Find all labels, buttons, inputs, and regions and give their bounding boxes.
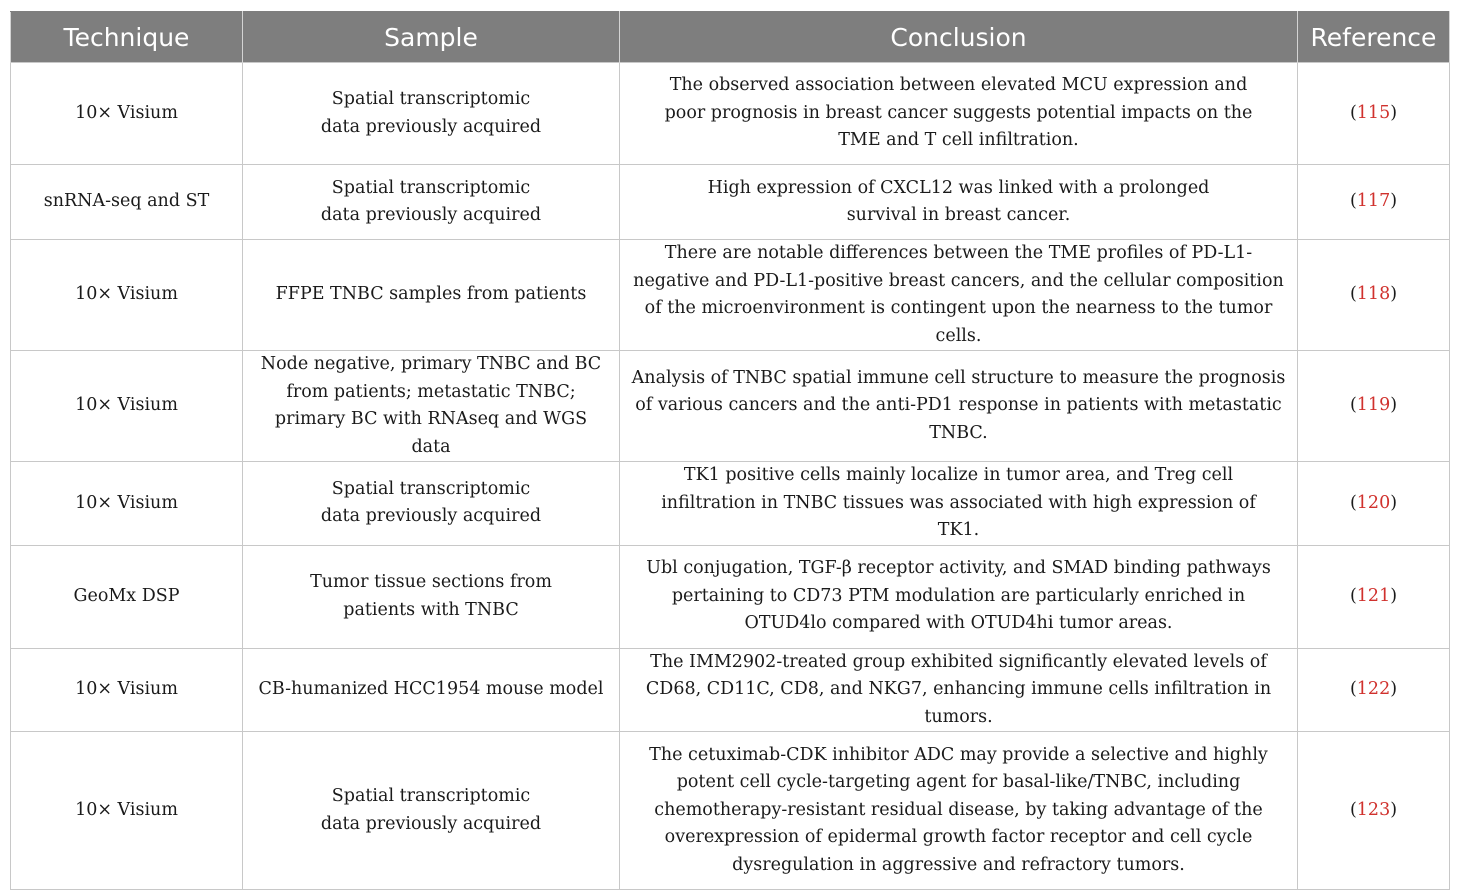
- cell-conclusion: The IMM2902-treated group exhibited significantly elevated levels of CD68, CD11C, CD8, and NKG7, enhancing immune cells infiltration in tumors.: [620, 648, 1298, 732]
- cell-sample: Spatial transcriptomic data previously acquired: [243, 165, 620, 240]
- reference-link[interactable]: 118: [1356, 284, 1391, 305]
- cell-reference: (122): [1298, 648, 1450, 732]
- reference-link[interactable]: 123: [1356, 799, 1391, 820]
- cell-technique: 10× Visium: [11, 732, 243, 890]
- header-sample: Sample: [243, 12, 620, 63]
- table-row: [11, 165, 1450, 240]
- cell-reference: (121): [1298, 545, 1450, 648]
- cell-sample: Tumor tissue sections from patients with TNBC: [243, 545, 620, 648]
- table-row: [11, 351, 1450, 462]
- cell-technique: 10× Visium: [11, 351, 243, 462]
- cell-reference: (123): [1298, 732, 1450, 890]
- reference-link[interactable]: 122: [1356, 679, 1391, 699]
- cell-technique: 10× Visium: [11, 240, 243, 351]
- cell-technique: GeoMx DSP: [11, 545, 243, 648]
- reference-link[interactable]: 120: [1356, 492, 1391, 513]
- reference-link[interactable]: 121: [1356, 585, 1391, 606]
- header-row: [11, 12, 1450, 63]
- cell-sample: Node negative, primary TNBC and BC from patients; metastatic TNBC; primary BC with RNAseq and WGS data: [243, 351, 620, 462]
- cell-sample: Spatial transcriptomic data previously acquired: [243, 732, 620, 890]
- table-row: [11, 462, 1450, 546]
- cell-reference: (115): [1298, 63, 1450, 165]
- cell-technique: 10× Visium: [11, 648, 243, 732]
- cell-technique: 10× Visium: [11, 63, 243, 165]
- table-container: [10, 11, 1449, 890]
- cell-reference: (117): [1298, 165, 1450, 240]
- reference-link[interactable]: 117: [1356, 191, 1391, 212]
- cell-conclusion: Ubl conjugation, TGF-β receptor activity, and SMAD binding pathways pertaining to CD73 PTM modulation are particularly enriched in OTUD4lo compared with OTUD4hi tumor areas.: [620, 545, 1298, 648]
- table-body: [11, 63, 1450, 890]
- results-table: [10, 11, 1450, 890]
- cell-reference: (120): [1298, 462, 1450, 546]
- table-row: [11, 648, 1450, 732]
- cell-technique: snRNA-seq and ST: [11, 165, 243, 240]
- cell-reference: (118): [1298, 240, 1450, 351]
- cell-conclusion: The cetuximab-CDK inhibitor ADC may provide a selective and highly potent cell cycle-targeting agent for basal-like/TNBC, including chemotherapy-resistant residual disease, by taking advantage of the overexpression of epidermal growth factor receptor and cell cycle dysregulation in aggressive and refractory tumors.: [620, 732, 1298, 890]
- cell-technique: 10× Visium: [11, 462, 243, 546]
- cell-conclusion: High expression of CXCL12 was linked with a prolonged survival in breast cancer.: [620, 165, 1298, 240]
- table-row: [11, 240, 1450, 351]
- cell-sample: Spatial transcriptomic data previously acquired: [243, 63, 620, 165]
- table-row: [11, 63, 1450, 165]
- cell-conclusion: The observed association between elevated MCU expression and poor prognosis in breast cancer suggests potential impacts on the TME and T cell infiltration.: [620, 63, 1298, 165]
- cell-conclusion: Analysis of TNBC spatial immune cell structure to measure the prognosis of various cancers and the anti-PD1 response in patients with metastatic TNBC.: [620, 351, 1298, 462]
- cell-conclusion: TK1 positive cells mainly localize in tumor area, and Treg cell infiltration in TNBC tissues was associated with high expression of TK1.: [620, 462, 1298, 546]
- header-reference: Reference: [1298, 12, 1450, 63]
- cell-sample: FFPE TNBC samples from patients: [243, 240, 620, 351]
- table-row: [11, 545, 1450, 648]
- reference-link[interactable]: 115: [1356, 102, 1391, 123]
- cell-sample: CB-humanized HCC1954 mouse model: [243, 648, 620, 732]
- cell-reference: (119): [1298, 351, 1450, 462]
- reference-link[interactable]: 119: [1356, 395, 1391, 416]
- cell-sample: Spatial transcriptomic data previously acquired: [243, 462, 620, 546]
- header-conclusion: Conclusion: [620, 12, 1298, 63]
- table-row: [11, 732, 1450, 890]
- cell-conclusion: There are notable differences between the TME profiles of PD-L1-negative and PD-L1-positive breast cancers, and the cellular composition of the microenvironment is contingent upon the nearness to the tumor cells.: [620, 240, 1298, 351]
- table-header: [11, 12, 1450, 63]
- header-technique: Technique: [11, 12, 243, 63]
